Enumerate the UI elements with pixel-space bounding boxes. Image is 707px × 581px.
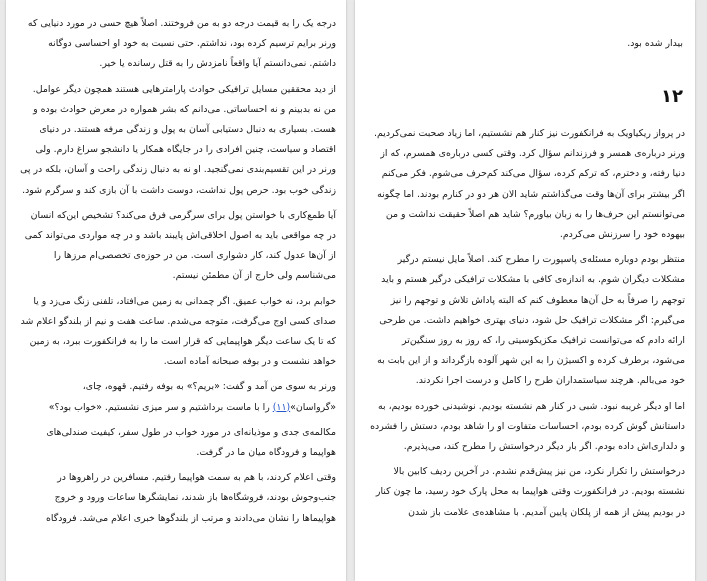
left-page (6, 0, 346, 581)
right-paragraph-2: منتظر بودم دوباره مسئله‌ی پاسپورت را مطرح کند. اصلاً مایل نیستم درگیر مشکلات دیگران شوم. به اندازه‌ی کافی با مشکلات ترافیکی درگیر هستم و باید توجهم را صرفاً به حل آن‌ها معطوف کنم که البته پاداش تلاش و توجهم را نیز می‌گیرم: اگر مشکلات ترافیک حل شود، دنیای بهتری خواهیم داشت. من طرحی ارائه دادم که می‌توانست ترافیک مکزیکوسیتی را، که روز به روز سنگین‌تر می‌شود، برطرف کرده و اکسیژن را به این شهر آلوده بازگرداند و از این بابت به خود می‌بالم. هرچند سیاستمداران طرح را کامل و درست اجرا نکردند. (377, 254, 685, 387)
chapter-number: ۱۲ (661, 86, 683, 107)
left-paragraph-4: خوابم برد، نه خواب عمیق. اگر چمدانی به زمین می‌افتاد، تلفنی زنگ می‌زد و یا صدای کسی اوج می‌گرفت، متوجه می‌شدم. ساعت هفت و نیم از بلندگو اعلام شد که تا یک ساعت دیگر هواپیمایی که قرار است ما را به فرانکفورت ببرد، به زمین خواهد نشست و در بوفه صبحانه آماده است. (20, 295, 336, 368)
right-page (355, 0, 695, 581)
left-paragraph-5-tail: را با ماست برداشتیم و سر میزی نشستیم. «خواب بود؟» (48, 401, 273, 413)
left-paragraph-7: وقتی اعلام کردند، با هم به سمت هواپیما رفتیم. مسافرین در راهروها در جنب‌وجوش بودند، فروشگاه‌ها باز شدند، نمایشگرها ساعات ورود و خروج هواپیماها را نشان می‌دادند و مرتب از بلندگوها خبری اعلام می‌شد. فرودگاه (45, 472, 336, 524)
right-paragraph-1: در پرواز ریکیاویک به فرانکفورت نیز کنار هم نشستیم، اما زیاد صحبت نمی‌کردیم. ورنر درباره‌ی همسر و فرزندانم سؤال کرد. وقتی کسی درباره‌ی همسرم، که از دنیا رفته، و دخترم، که ترکم کرده، سؤال می‌کند کم‌حرف می‌شوم. فکر می‌کنم اگر بیشتر برای آن‌ها وقت می‌گذاشتم شاید الان هر دو در کنارم بودند. اما چگونه می‌توانستم این حرف‌ها را به زبان بیاورم؟ شاید هم اصلاً حقیقت نداشت و من بیهوده خود را سرزنش می‌کردم. (374, 128, 685, 241)
left-paragraph-5 (20, 377, 336, 417)
left-paragraph-6: مکالمه‌ی جدی و موذیانه‌ای در مورد خواب در طول سفر، کیفیت صندلی‌های هواپیما و فرودگاه میان ما در گرفت. (46, 426, 336, 459)
right-page-text (369, 124, 685, 528)
right-paragraph-3: اما او دیگر غریبه نبود. شبی در کنار هم نشسته بودیم. نوشیدنی خورده بودیم، به داستانش گوش کرده بودم، احساسات متفاوت او را شاهد بودم، دستش را فشرده و دلداری‌اش داده بودم. اگر بار دیگر درخواستش را مطرح کند، می‌پذیرم. (370, 400, 685, 453)
right-paragraph-4: درخواستش را تکرار نکرد، من نیز پیش‌قدم نشدم. در آخرین ردیف کابین بالا نشسته بودیم. در فرانکفورت وقتی هواپیما به محل پارک خود رسید، ما چون کنار در بودیم پیش از همه از پلکان پایین آمدیم. با مشاهده‌ی علامت باز شدن (375, 466, 685, 518)
left-paragraph-5-head: ورنر به سوی من آمد و گفت: «بریم؟» به بوفه رفتیم. قهوه، چای، «گرواسان» (82, 381, 336, 413)
left-page-text (20, 14, 336, 534)
left-paragraph-2: از دید محققین مسایل ترافیکی حوادث پارامترهایی هستند همچون دیگر عوامل. من نه بدبینم و نه احساساتی. می‌دانم که بشر همواره در معرض حوادث بوده و هست. بسیاری به دنبال دستیابی آسان به پول و زندگی مرفه هستند. در دنیای اقتصاد و سیاست، چنین افرادی را در جایگاه همکار یا دانشجو سراغ دارم. ولی ورنر در این تقسیم‌بندی نمی‌گنجید. او نه به دنبال زندگی راحت و آسان، بلکه در پی زندگی خوب بود. حرص پول نداشت، دوست داشت با آن بازی کند و سرگرم شود. (20, 83, 336, 196)
footnote-link[interactable]: (۱۱) (272, 401, 291, 413)
right-page-top-line: بیدار شده بود. (627, 38, 683, 49)
left-paragraph-1: درجه یک را به قیمت درجه دو به من فروختند. اصلاً هیچ حسی در مورد دنیایی که ورنر برایم ترسیم کرده بود، نداشتم. حتی نسبت به خود او احساسی دوگانه داشتم. نمی‌دانستم آیا واقعاً نامزدش را به قتل رسانده یا خیر. (27, 18, 336, 70)
left-paragraph-3: آیا طمع‌کاری با خواستن پول برای سرگرمی فرق می‌کند؟ تشخیص این‌که انسان در چه مواقعی باید به اصول اخلاقی‌اش پایبند باشد و در چه مواردی می‌تواند کمی از آن‌ها عدول کند، کار دشواری است. من در حوزه‌ی تخصصی‌ام مرزها را می‌شناسم ولی خارج از آن مطمئن نیستم. (24, 209, 336, 282)
